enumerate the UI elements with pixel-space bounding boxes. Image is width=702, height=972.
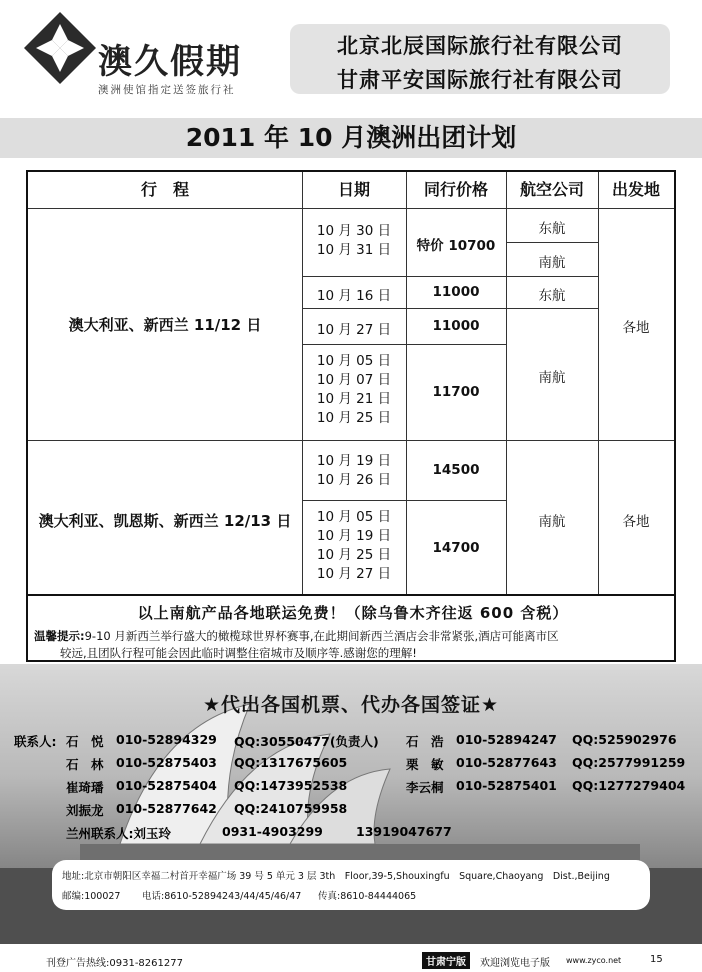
page-number: 15 [650,954,663,965]
page-header [0,0,702,112]
contact-phone: 010-52877642 [116,801,217,816]
schedule-table [26,170,676,596]
title-band [0,118,702,158]
ad-hotline: 刊登广告热线:0931-8261277 [46,958,183,969]
table-cell-date: 10 月 05 日 [316,509,392,525]
contact-qq: QQ:1317675605 [234,755,348,770]
departure-group-1: 各地 [622,320,650,336]
contact-qq: QQ:2410759958 [234,801,348,816]
header-price: 同行价格 [423,180,488,199]
contact-phone: 010-52894247 [456,732,557,747]
address-line: 地址:北京市朝阳区幸福二村首开幸福广场 39 号 5 单元 3 层 3th Floor,39-5,Shouxingfu Square,Chaoyang Dist.,Beijing [62,871,610,882]
free-connection-note: 以上南航产品各地联运免费！（除乌鲁木齐往返 600 含税） [137,604,569,622]
logo-subtitle: 澳洲使馆指定送签旅行社 [98,84,236,96]
lanzhou-mobile: 13919047677 [356,824,452,839]
fax-number: 传真:8610-84444065 [318,891,417,902]
table-cell-date: 10 月 27 日 [316,322,392,338]
table-cell-date: 10 月 21 日 [316,391,392,407]
header-airline: 航空公司 [519,180,584,199]
contact-phone: 010-52875401 [456,778,557,793]
contact-name: 崔琦璠 [66,780,104,795]
table-cell-airline: 南航 [538,370,566,386]
table-cell-date: 10 月 30 日 [316,223,392,239]
table-cell-date: 10 月 27 日 [316,566,392,582]
slogan: ★代出各国机票、代办各国签证★ [202,694,500,716]
address-box [52,860,650,910]
brand-badge: 甘肃宁版 [422,952,470,969]
phone-numbers: 电话:8610-52894243/44/45/46/47 [142,891,302,902]
contact-phone: 010-52875403 [116,755,217,770]
contact-qq: QQ:2577991259 [572,755,686,770]
header-date: 日期 [337,180,370,199]
divider [302,308,598,309]
divider [28,440,674,441]
contact-qq: QQ:525902976 [572,732,677,747]
tip-note [34,628,674,662]
table-cell-price: 11700 [432,384,480,400]
contact-phone: 010-52877643 [456,755,557,770]
divider [28,208,674,209]
contact-name: 刘振龙 [66,803,104,818]
table-cell-airline: 南航 [538,255,566,271]
contact-phone: 010-52894329 [116,732,217,747]
table-cell-date: 10 月 19 日 [316,528,392,544]
contact-phone: 010-52875404 [116,778,217,793]
table-cell-date: 10 月 26 日 [316,472,392,488]
table-cell-price: 特价 10700 [416,238,496,254]
contact-name: 李云桐 [406,780,444,795]
table-cell-price: 14700 [432,540,480,556]
agency-name-2: 甘肃平安国际旅行社有限公司 [337,68,623,92]
departure-group-2: 各地 [622,514,650,530]
divider [302,344,506,345]
header-route: 行 程 [140,180,189,199]
table-cell-price: 14500 [432,462,480,478]
table-cell-airline: 东航 [538,221,566,237]
lanzhou-phone: 0931-4903299 [222,824,323,839]
table-cell-price: 11000 [432,284,480,300]
divider [302,500,506,501]
route-group-2: 澳大利亚、凯恩斯、新西兰 12/13 日 [38,512,292,530]
page-footer [0,946,702,972]
lanzhou-contact: 兰州联系人:刘玉玲 [66,826,171,841]
tip-line-1: 9-10 月新西兰举行盛大的橄榄球世界杯赛事,在此期间新西兰酒店会非常紧张,酒店可能离市区 [84,629,559,643]
contact-qq: QQ:1277279404 [572,778,686,793]
notes-box [26,596,676,662]
zip-code: 邮编:100027 [62,891,121,902]
table-cell-date: 10 月 31 日 [316,242,392,258]
contact-qq: QQ:1473952538 [234,778,348,793]
divider [506,242,598,243]
table-cell-date: 10 月 16 日 [316,288,392,304]
contacts-label: 联系人: [14,734,57,749]
diamond-logo-icon [22,10,98,86]
site-link[interactable]: www.zyco.net [566,956,622,965]
header-departure: 出发地 [611,180,660,199]
contact-name: 栗 敏 [406,757,444,772]
browse-text: 欢迎浏览电子版 [480,958,550,969]
agency-name-1: 北京北辰国际旅行社有限公司 [337,34,623,58]
contact-name: 石 浩 [406,734,444,749]
tip-label: 温馨提示: [34,629,85,643]
table-cell-date: 10 月 05 日 [316,353,392,369]
divider [598,172,599,594]
table-cell-date: 10 月 19 日 [316,453,392,469]
route-group-1: 澳大利亚、新西兰 11/12 日 [68,316,262,334]
tip-line-2: 较远,且团队行程可能会因此临时调整住宿城市及顺序等.感谢您的理解! [60,646,417,660]
agency-box [290,24,670,94]
table-cell-date: 10 月 25 日 [316,547,392,563]
contact-qq: QQ:30550477(负责人) [234,734,379,749]
table-cell-date: 10 月 25 日 [316,410,392,426]
divider [302,276,598,277]
table-cell-airline: 东航 [538,288,566,304]
contact-name: 石 林 [66,757,104,772]
table-cell-date: 10 月 07 日 [316,372,392,388]
logo-text: 澳久假期 [98,42,242,82]
table-cell-airline: 南航 [538,514,566,530]
contact-name: 石 悦 [66,734,104,749]
page-title: 2011 年 10 月澳洲出团计划 [185,123,517,152]
table-cell-price: 11000 [432,318,480,334]
